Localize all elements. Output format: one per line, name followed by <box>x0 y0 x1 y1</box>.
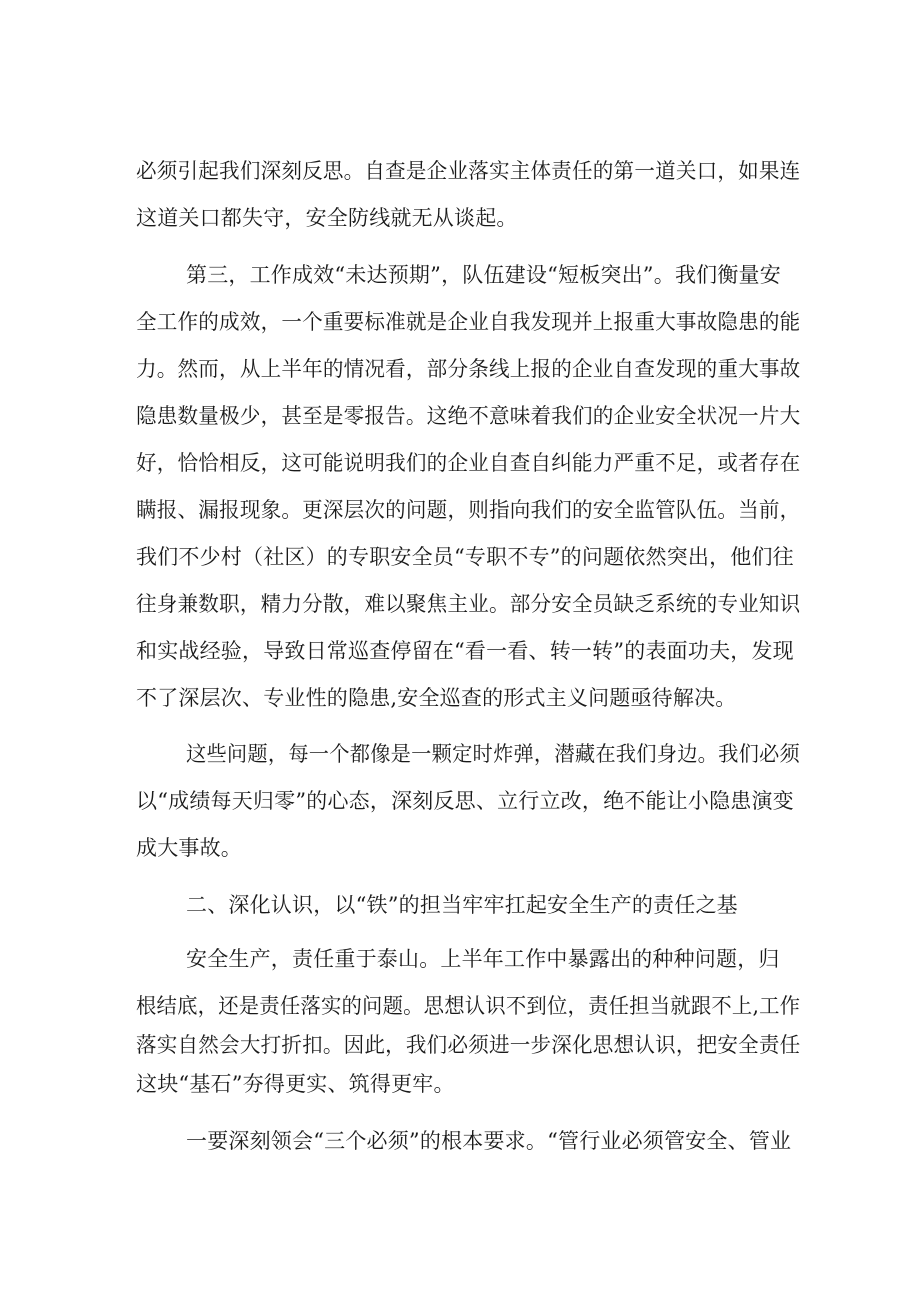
text-line: 必须引起我们深刻反思。自查是企业落实主体责任的第一道关口，如果连 <box>136 159 801 183</box>
text-line: 根结底，还是责任落实的问题。思想认识不到位，责任担当就跟不上,工作 <box>136 994 801 1018</box>
text-line: 安全生产，责任重于泰山。上半年工作中暴露出的种种问题，归 <box>186 947 780 971</box>
text-line: 我们不少村（社区）的专职安全员“专职不专”的问题依然突出，他们往 <box>136 545 794 569</box>
text-line: 成大事故。 <box>136 836 242 860</box>
text-line: 不了深层次、专业性的隐患,安全巡查的形式主义问题亟待解决。 <box>136 686 737 710</box>
text-line: 第三，工作成效“未达预期”，队伍建设“短板突出”。我们衡量安 <box>186 263 781 287</box>
text-line: 全工作的成效，一个重要标准就是企业自我发现并上报重大事故隐患的能 <box>136 310 801 334</box>
text-line: 力。然而，从上半年的情况看，部分条线上报的企业自查发现的重大事故 <box>136 357 801 381</box>
text-line: 一要深刻领会“三个必须”的根本要求。“管行业必须管安全、管业 <box>186 1129 792 1153</box>
text-line: 和实战经验，导致日常巡查停留在“看一看、转一转”的表面功夫，发现 <box>136 639 794 663</box>
text-line: 这些问题，每一个都像是一颗定时炸弹，潜藏在我们身边。我们必须 <box>186 742 800 766</box>
text-line: 落实自然会大打折扣。因此，我们必须进一步深化思想认识，把安全责任 <box>136 1033 801 1057</box>
text-line: 以“成绩每天归零”的心态，深刻反思、立行立改，绝不能让小隐患演变 <box>136 789 794 813</box>
text-line: 隐患数量极少，甚至是零报告。这绝不意味着我们的企业安全状况一片大 <box>136 404 801 428</box>
text-line: 这道关口都失守，安全防线就无从谈起。 <box>136 206 518 230</box>
text-line: 好，恰恰相反，这可能说明我们的企业自查自纠能力严重不足，或者存在 <box>136 451 801 475</box>
text-line: 这块“基石”夯得更实、筑得更牢。 <box>136 1072 455 1096</box>
text-line: 往身兼数职，精力分散，难以聚焦主业。部分安全员缺乏系统的专业知识 <box>136 592 801 616</box>
text-line: 瞒报、漏报现象。更深层次的问题，则指向我们的安全监管队伍。当前， <box>136 498 801 522</box>
section-heading: 二、深化认识，以“铁”的担当牢牢扛起安全生产的责任之基 <box>186 893 738 917</box>
